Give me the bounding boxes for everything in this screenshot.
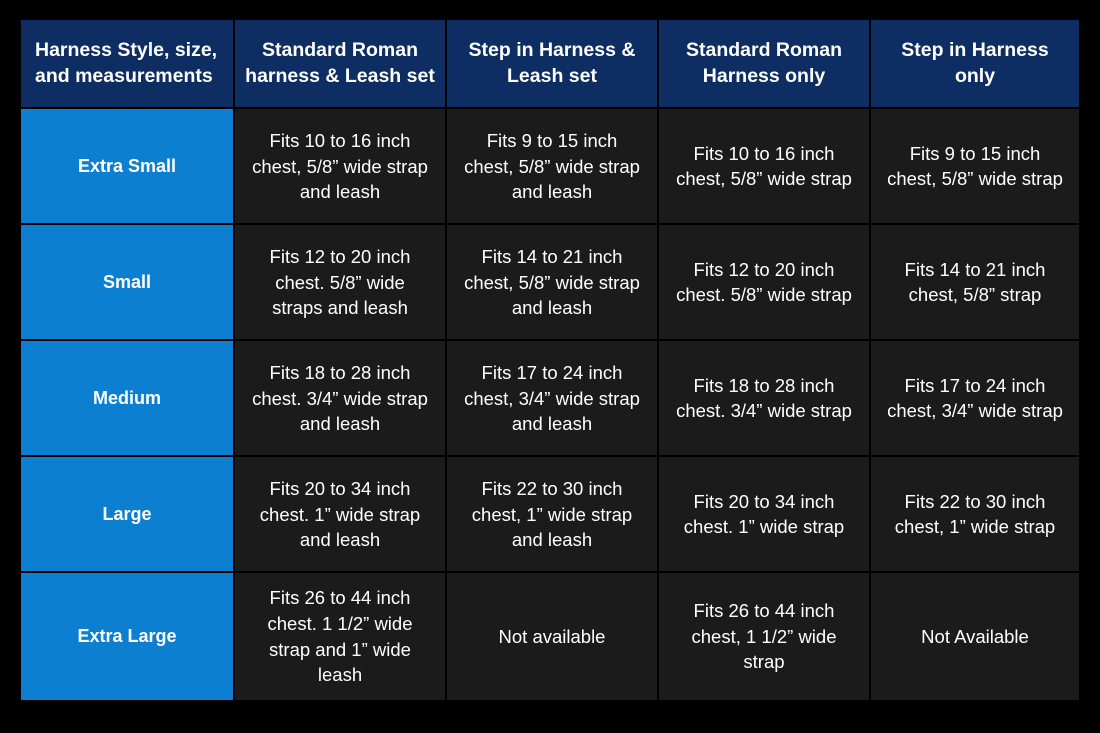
cell-xl-step-in-only: Not Available bbox=[871, 573, 1079, 699]
table-row bbox=[21, 457, 1079, 571]
cell-l-standard-roman-set: Fits 20 to 34 inch chest. 1” wide strap and leash bbox=[235, 457, 445, 571]
cell-xs-step-in-set: Fits 9 to 15 inch chest, 5/8” wide strap and leash bbox=[447, 109, 657, 223]
cell-xl-step-in-set: Not available bbox=[447, 573, 657, 699]
cell-m-standard-roman-only: Fits 18 to 28 inch chest. 3/4” wide strap bbox=[659, 341, 869, 455]
row-label-large: Large bbox=[21, 457, 233, 571]
cell-s-standard-roman-set: Fits 12 to 20 inch chest. 5/8” wide straps and leash bbox=[235, 225, 445, 339]
cell-xs-standard-roman-only: Fits 10 to 16 inch chest, 5/8” wide strap bbox=[659, 109, 869, 223]
column-header-standard-roman-only: Standard Roman Harness only bbox=[659, 20, 869, 107]
cell-s-standard-roman-only: Fits 12 to 20 inch chest. 5/8” wide strap bbox=[659, 225, 869, 339]
cell-m-step-in-set: Fits 17 to 24 inch chest, 3/4” wide strap and leash bbox=[447, 341, 657, 455]
table-row bbox=[21, 109, 1079, 223]
harness-size-chart-table bbox=[19, 18, 1081, 702]
cell-xl-standard-roman-set: Fits 26 to 44 inch chest. 1 1/2” wide strap and 1” wide leash bbox=[235, 573, 445, 699]
column-header-step-in-only: Step in Harness only bbox=[871, 20, 1079, 107]
cell-s-step-in-only: Fits 14 to 21 inch chest, 5/8” strap bbox=[871, 225, 1079, 339]
cell-xl-standard-roman-only: Fits 26 to 44 inch chest, 1 1/2” wide strap bbox=[659, 573, 869, 699]
table-header bbox=[21, 20, 1079, 107]
row-label-small: Small bbox=[21, 225, 233, 339]
row-label-medium: Medium bbox=[21, 341, 233, 455]
table-row bbox=[21, 225, 1079, 339]
table-body bbox=[21, 109, 1079, 699]
column-header-style-size: Harness Style, size, and measurements bbox=[21, 20, 233, 107]
cell-xs-standard-roman-set: Fits 10 to 16 inch chest, 5/8” wide strap and leash bbox=[235, 109, 445, 223]
table-row bbox=[21, 573, 1079, 699]
row-label-extra-small: Extra Small bbox=[21, 109, 233, 223]
table-row bbox=[21, 341, 1079, 455]
table-header-row bbox=[21, 20, 1079, 107]
cell-s-step-in-set: Fits 14 to 21 inch chest, 5/8” wide strap and leash bbox=[447, 225, 657, 339]
cell-l-step-in-only: Fits 22 to 30 inch chest, 1” wide strap bbox=[871, 457, 1079, 571]
cell-l-step-in-set: Fits 22 to 30 inch chest, 1” wide strap and leash bbox=[447, 457, 657, 571]
row-label-extra-large: Extra Large bbox=[21, 573, 233, 699]
cell-m-standard-roman-set: Fits 18 to 28 inch chest. 3/4” wide strap and leash bbox=[235, 341, 445, 455]
column-header-step-in-set: Step in Harness & Leash set bbox=[447, 20, 657, 107]
column-header-standard-roman-set: Standard Roman harness & Leash set bbox=[235, 20, 445, 107]
cell-l-standard-roman-only: Fits 20 to 34 inch chest. 1” wide strap bbox=[659, 457, 869, 571]
cell-m-step-in-only: Fits 17 to 24 inch chest, 3/4” wide strap bbox=[871, 341, 1079, 455]
cell-xs-step-in-only: Fits 9 to 15 inch chest, 5/8” wide strap bbox=[871, 109, 1079, 223]
